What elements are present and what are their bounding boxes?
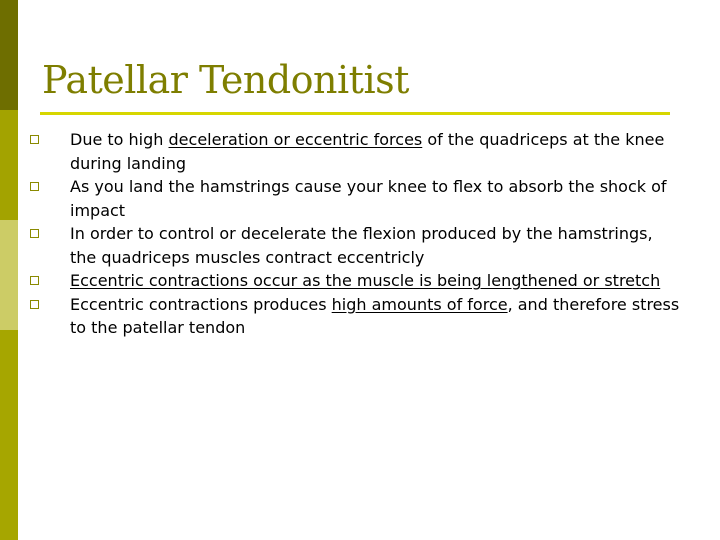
sidebar-segment — [0, 110, 18, 220]
square-bullet-icon — [30, 182, 39, 191]
slide-title: Patellar Tendonitist — [42, 58, 409, 102]
bullet-item — [30, 128, 680, 175]
bullet-text: , and therefore stress to the patellar tendon — [70, 294, 680, 337]
underlined-text: Eccentric contractions occur as the muscle is being lengthened or stretch — [70, 271, 661, 290]
decorative-sidebar — [0, 0, 18, 540]
underlined-text: deceleration or eccentric forces — [168, 130, 423, 149]
sidebar-segment — [0, 0, 18, 110]
underlined-text: high amounts of force — [331, 294, 508, 314]
bullet-text: of the quadriceps at the knee during landing — [70, 130, 665, 173]
square-bullet-icon — [30, 229, 39, 238]
bullet-list — [30, 128, 680, 340]
bullet-item — [30, 269, 680, 293]
bullet-text: Eccentric contractions produces — [70, 294, 332, 314]
bullet-text: As you land the hamstrings cause your knee to flex to absorb the shock of impact — [70, 177, 667, 220]
bullet-text: In order to control or decelerate the flexion produced by the hamstrings, the quadriceps muscles contract eccentricly — [70, 224, 653, 267]
sidebar-segment — [0, 220, 18, 330]
sidebar-segment — [0, 330, 18, 540]
square-bullet-icon — [30, 276, 39, 285]
bullet-item — [30, 222, 680, 269]
title-underline-rule — [40, 112, 670, 115]
square-bullet-icon — [30, 135, 39, 144]
bullet-item — [30, 175, 680, 222]
square-bullet-icon — [30, 300, 39, 309]
bullet-text: Due to high — [70, 130, 169, 149]
bullet-item — [30, 293, 680, 340]
